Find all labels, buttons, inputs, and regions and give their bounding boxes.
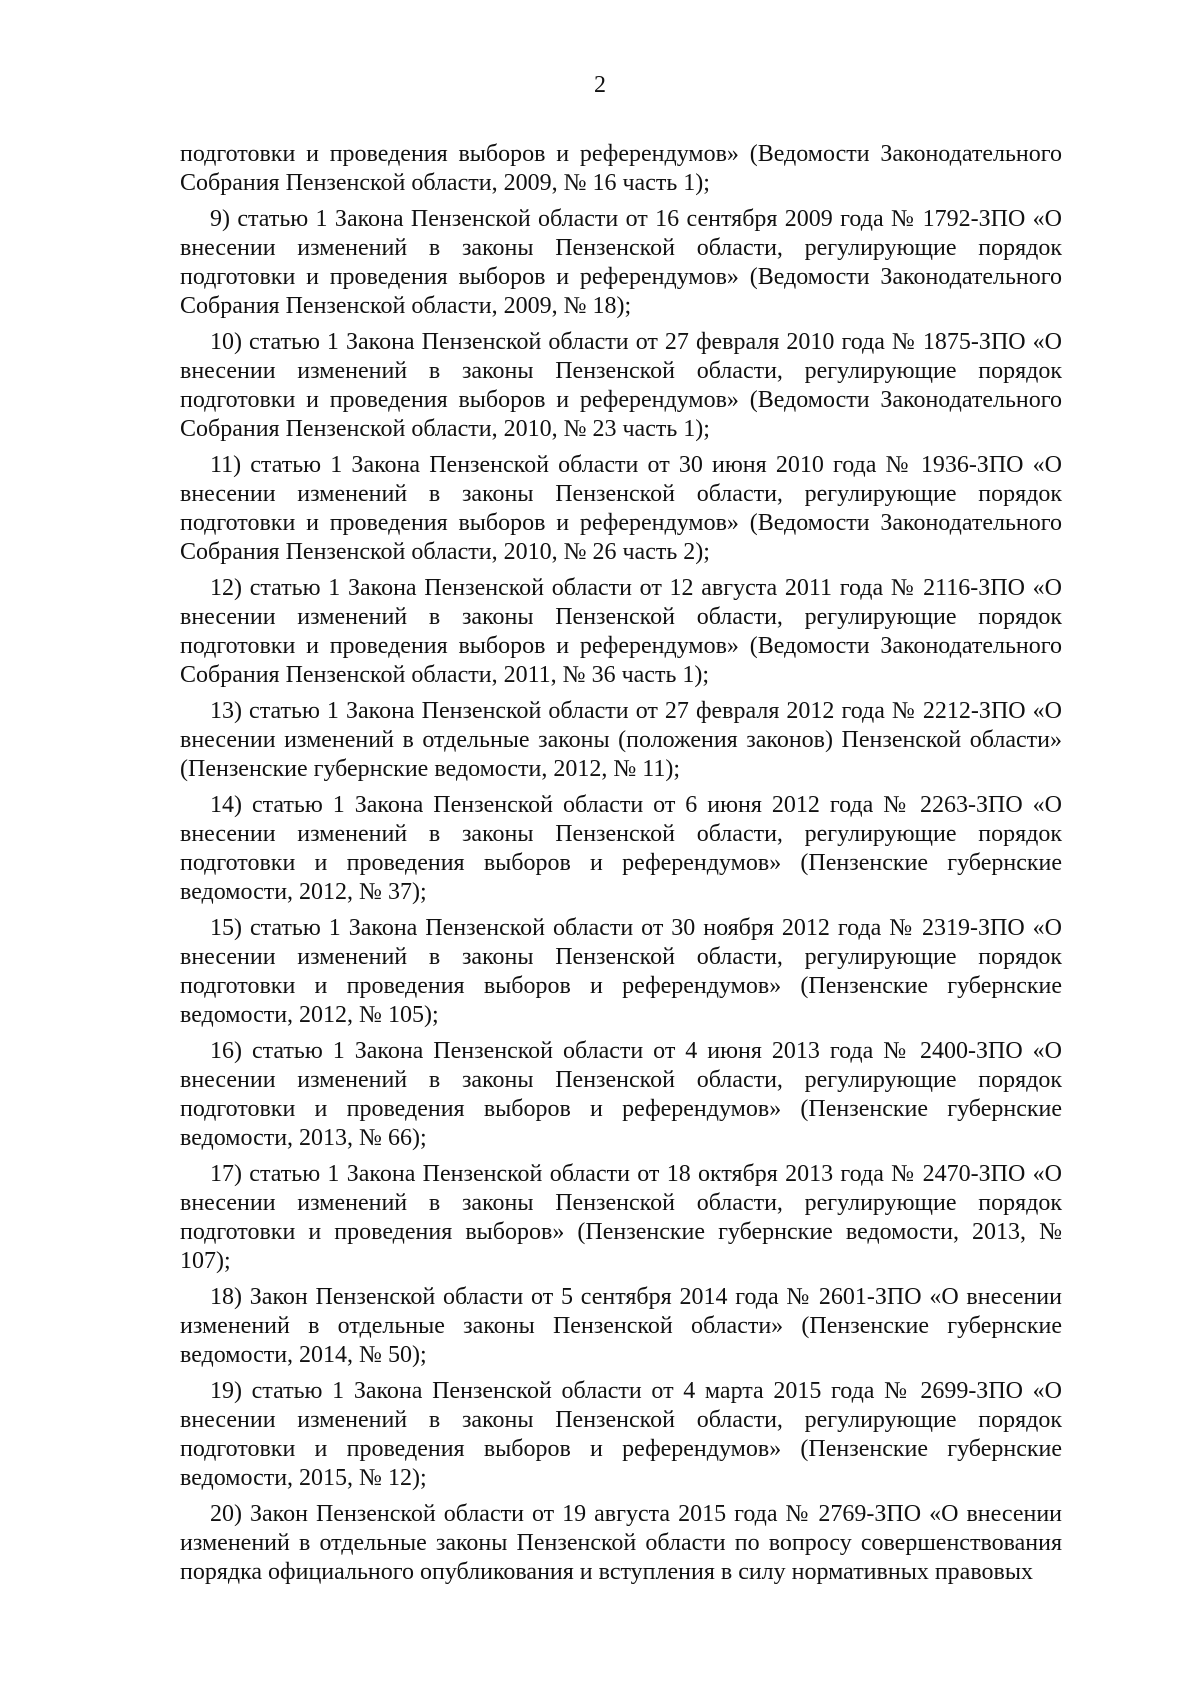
list-item-14: 14) статью 1 Закона Пензенской области от 6 июня 2012 года № 2263-ЗПО «О внесении изменений в законы Пензенской области, регулирующие порядок подготовки и проведения выборов и референдумов» (Пензенские губернские ведомости, 2012, № 37);: [180, 792, 1062, 905]
list-item-12: 12) статью 1 Закона Пензенской области от 12 августа 2011 года № 2116-ЗПО «О внесении изменений в законы Пензенской области, регулирующие порядок подготовки и проведения выборов и референдумов» (Ведомости Законодательного Собрания Пензенской области, 2011, № 36 часть 1);: [180, 575, 1062, 688]
list-item-17: 17) статью 1 Закона Пензенской области от 18 октября 2013 года № 2470-ЗПО «О внесении изменений в законы Пензенской области, регулирующие порядок подготовки и проведения выборов» (Пензенские губернские ведомости, 2013, № 107);: [180, 1161, 1062, 1274]
list-item-20: 20) Закон Пензенской области от 19 августа 2015 года № 2769-ЗПО «О внесении изменений в отдельные законы Пензенской области по вопросу совершенствования порядка официального опубликования и вступления в силу нормативных правовых: [180, 1501, 1062, 1585]
list-item-10: 10) статью 1 Закона Пензенской области от 27 февраля 2010 года № 1875-ЗПО «О внесении изменений в законы Пензенской области, регулирующие порядок подготовки и проведения выборов и референдумов» (Ведомости Законодательного Собрания Пензенской области, 2010, № 23 часть 1);: [180, 329, 1062, 442]
list-item-15: 15) статью 1 Закона Пензенской области от 30 ноября 2012 года № 2319-ЗПО «О внесении изменений в законы Пензенской области, регулирующие порядок подготовки и проведения выборов и референдумов» (Пензенские губернские ведомости, 2012, № 105);: [180, 915, 1062, 1028]
list-item-16: 16) статью 1 Закона Пензенской области от 4 июня 2013 года № 2400-ЗПО «О внесении изменений в законы Пензенской области, регулирующие порядок подготовки и проведения выборов и референдумов» (Пензенские губернские ведомости, 2013, № 66);: [180, 1038, 1062, 1151]
list-item-11: 11) статью 1 Закона Пензенской области от 30 июня 2010 года № 1936-ЗПО «О внесении изменений в законы Пензенской области, регулирующие порядок подготовки и проведения выборов и референдумов» (Ведомости Законодательного Собрания Пензенской области, 2010, № 26 часть 2);: [180, 452, 1062, 565]
page-number: 2: [594, 72, 606, 98]
paragraph-continuation: подготовки и проведения выборов и референдумов» (Ведомости Законодательного Собрания Пензенской области, 2009, № 16 часть 1);: [180, 141, 1062, 196]
list-item-9: 9) статью 1 Закона Пензенской области от 16 сентября 2009 года № 1792-ЗПО «О внесении изменений в законы Пензенской области, регулирующие порядок подготовки и проведения выборов и референдумов» (Ведомости Законодательного Собрания Пензенской области, 2009, № 18);: [180, 206, 1062, 319]
document-body: [180, 140, 1062, 1594]
list-item-13: 13) статью 1 Закона Пензенской области от 27 февраля 2012 года № 2212-ЗПО «О внесении изменений в отдельные законы (положения законов) Пензенской области» (Пензенские губернские ведомости, 2012, № 11);: [180, 698, 1062, 782]
list-item-19: 19) статью 1 Закона Пензенской области от 4 марта 2015 года № 2699-ЗПО «О внесении изменений в законы Пензенской области, регулирующие порядок подготовки и проведения выборов и референдумов» (Пензенские губернские ведомости, 2015, № 12);: [180, 1378, 1062, 1491]
list-item-18: 18) Закон Пензенской области от 5 сентября 2014 года № 2601-ЗПО «О внесении изменений в отдельные законы Пензенской области» (Пензенские губернские ведомости, 2014, № 50);: [180, 1284, 1062, 1368]
